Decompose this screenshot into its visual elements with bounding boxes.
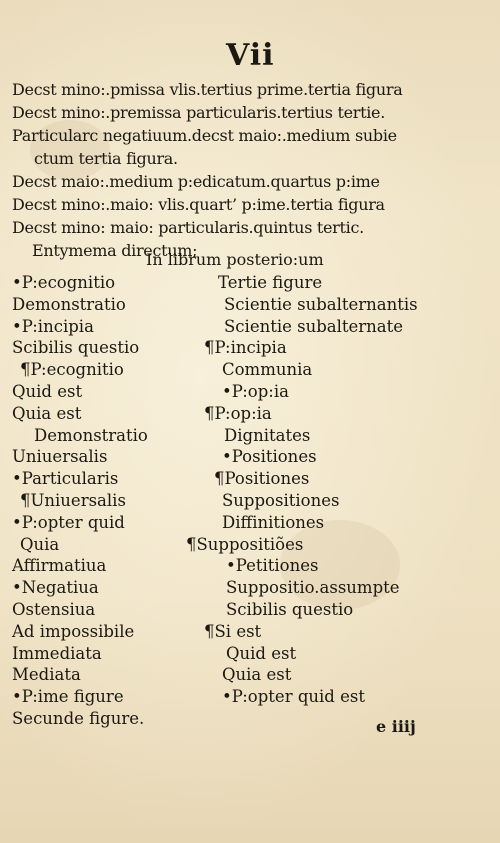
outline-term: Quia est (12, 403, 82, 423)
outline-term: Dignitates (224, 425, 311, 445)
right-term-column (186, 272, 466, 708)
outline-term: Scibilis questio (226, 599, 354, 619)
section-heading: In librum posterio:um (146, 250, 324, 269)
outline-term: Immediata (12, 643, 102, 663)
outline-term: Quid est (226, 643, 297, 663)
outline-term: Scientie subalternate (224, 316, 404, 336)
outline-term: Diffinitiones (222, 512, 325, 532)
text-line: Decst mino: maio: particularis.quintus tertic. (12, 218, 364, 237)
outline-term: ¶Uniuersalis (20, 490, 126, 510)
text-line: Entymema directum; (32, 241, 198, 260)
folio-number: Vii (226, 38, 275, 73)
main-text (12, 78, 487, 262)
outline-term: ¶Suppositiões (186, 534, 304, 554)
text-line: Decst mino:.pmissa vlis.tertius prime.tertia figura (12, 80, 403, 99)
outline-term: ¶P:ecognitio (20, 360, 124, 380)
text-line: ctum tertia figura. (34, 149, 178, 168)
outline-term: ¶P:op:ia (204, 403, 272, 423)
text-line: Decst maio:.medium p:edicatum.quartus p:ime (12, 172, 380, 191)
outline-term: Quia est (222, 665, 292, 685)
outline-term: Quia (20, 534, 60, 554)
signature-mark: e iiij (376, 717, 416, 736)
outline-term: •P:ecognitio (12, 273, 116, 292)
outline-term: •P:opter quid est (222, 687, 365, 707)
outline-term: ¶P:incipia (204, 338, 287, 358)
outline-term: Mediata (12, 665, 81, 685)
outline-term: Tertie figure (218, 273, 323, 292)
text-line: Decst mino:.maio: vlis.quart’ p:ime.tertia figura (12, 195, 385, 214)
text-line: Particularc negatiuum.decst maio:.medium subie (12, 126, 397, 145)
outline-term: ¶Si est (204, 621, 262, 641)
outline-term: •Negatiua (12, 578, 99, 598)
outline-term: Communia (222, 360, 313, 380)
outline-term: Affirmatiua (12, 556, 107, 576)
outline-term: ¶Positiones (214, 469, 310, 489)
outline-term: Ad impossibile (12, 621, 135, 641)
outline-term: Demonstratio (12, 294, 126, 314)
outline-term: Demonstratio (34, 425, 148, 445)
outline-term: Uniuersalis (12, 447, 108, 467)
outline-term: Scientie subalternantis (224, 294, 418, 314)
outline-term: Scibilis questio (12, 338, 140, 358)
outline-term: •Positiones (222, 447, 317, 467)
outline-term: Suppositiones (222, 490, 340, 510)
outline-term: Secunde figure. (12, 708, 145, 728)
left-term-column (12, 272, 202, 730)
text-line: Decst mino:.premissa particularis.tertius tertie. (12, 103, 385, 122)
outline-term: •Petitiones (226, 556, 319, 576)
outline-term: Suppositio.assumpte (226, 578, 400, 598)
outline-term: •Particularis (12, 469, 119, 489)
outline-term: •P:ime figure (12, 687, 124, 707)
outline-term: Ostensiua (12, 599, 96, 619)
outline-term: Quid est (12, 381, 83, 401)
outline-term: •P:incipia (12, 316, 94, 336)
outline-term: •P:opter quid (12, 512, 125, 532)
outline-term: •P:op:ia (222, 381, 289, 401)
